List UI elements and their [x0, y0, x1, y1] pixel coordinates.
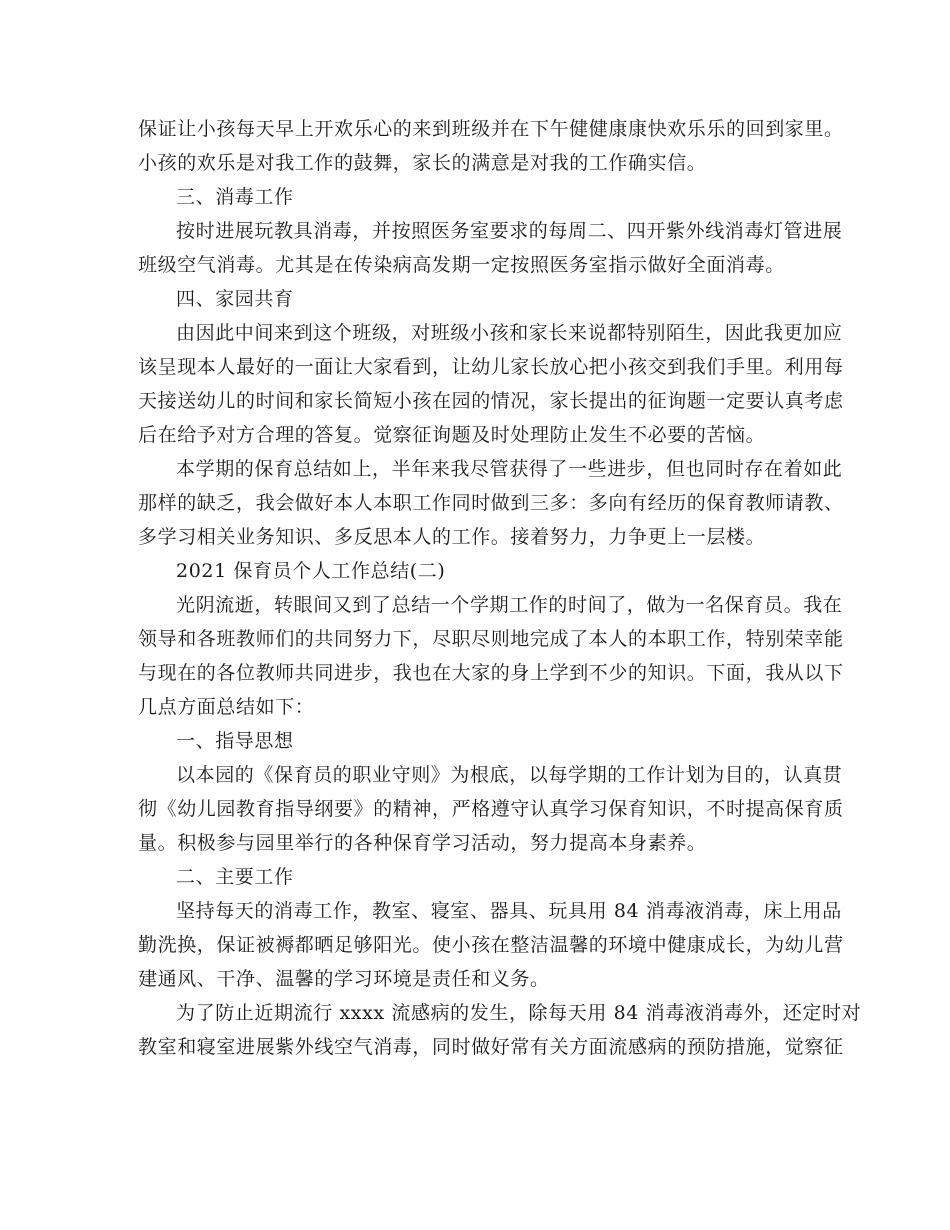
document-line: 小孩的欢乐是对我工作的鼓舞，家长的满意是对我的工作确实信。 — [138, 152, 707, 174]
document-line: 量。积极参与园里举行的各种保育学习活动，努力提高本身素养。 — [138, 832, 707, 854]
document-line: 那样的缺乏，我会做好本人本职工作同时做到三多：多向有经历的保育教师请教、 — [138, 492, 844, 514]
document-line: 后在给予对方合理的答复。觉察征询题及时处理防止发生不必要的苦恼。 — [138, 424, 766, 446]
document-line: 几点方面总结如下： — [138, 696, 315, 718]
document-line: 二、主要工作 — [176, 866, 294, 888]
document-line: 天接送幼儿的时间和家长简短小孩在园的情况，家长提出的征询题一定要认真考虑 — [138, 390, 844, 412]
document-line: 教室和寝室进展紫外线空气消毒，同时做好常有关方面流感病的预防措施，觉察征 — [138, 1036, 844, 1058]
document-line: 为了防止近期流行 xxxx 流感病的发生，除每天用 84 消毒液消毒外，还定时对 — [176, 1002, 862, 1024]
document-line: 彻《幼儿园教育指导纲要》的精神，严格遵守认真学习保育知识，不时提高保育质 — [138, 798, 844, 820]
document-line: 勤洗换，保证被褥都晒足够阳光。使小孩在整洁温馨的环境中健康成长，为幼儿营 — [138, 934, 844, 956]
document-line: 领导和各班教师们的共同努力下，尽职尽则地完成了本人的本职工作，特别荣幸能 — [138, 628, 844, 650]
document-line: 光阴流逝，转眼间又到了总结一个学期工作的时间了，做为一名保育员。我在 — [176, 594, 843, 616]
document-line: 与现在的各位教师共同进步，我也在大家的身上学到不少的知识。下面，我从以下 — [138, 662, 844, 684]
document-line: 由因此中间来到这个班级，对班级小孩和家长来说都特别陌生，因此我更加应 — [176, 322, 843, 344]
document-line: 多学习相关业务知识、多反思本人的工作。接着努力，力争更上一层楼。 — [138, 526, 766, 548]
document-line: 以本园的《保育员的职业守则》为根底，以每学期的工作计划为目的，认真贯 — [176, 764, 843, 786]
document-line: 一、指导思想 — [176, 730, 294, 752]
document-line: 班级空气消毒。尤其是在传染病高发期一定按照医务室指示做好全面消毒。 — [138, 254, 785, 276]
document-line: 按时进展玩教具消毒，并按照医务室要求的每周二、四开紫外线消毒灯管进展 — [176, 220, 843, 242]
document-line: 本学期的保育总结如上，半年来我尽管获得了一些进步，但也同时存在着如此 — [176, 458, 843, 480]
document-line: 2021 保育员个人工作总结(二) — [176, 560, 446, 582]
document-line: 建通风、干净、温馨的学习环境是责任和义务。 — [138, 968, 550, 990]
document-line: 保证让小孩每天早上开欢乐心的来到班级并在下午健健康康快欢乐乐的回到家里。 — [138, 118, 844, 140]
document-body — [138, 112, 862, 1064]
document-line: 三、消毒工作 — [176, 186, 294, 208]
document-line: 该呈现本人最好的一面让大家看到，让幼儿家长放心把小孩交到我们手里。利用每 — [138, 356, 844, 378]
document-line: 坚持每天的消毒工作，教室、寝室、器具、玩具用 84 消毒液消毒，床上用品 — [176, 900, 842, 922]
document-line: 四、家园共育 — [176, 288, 294, 310]
